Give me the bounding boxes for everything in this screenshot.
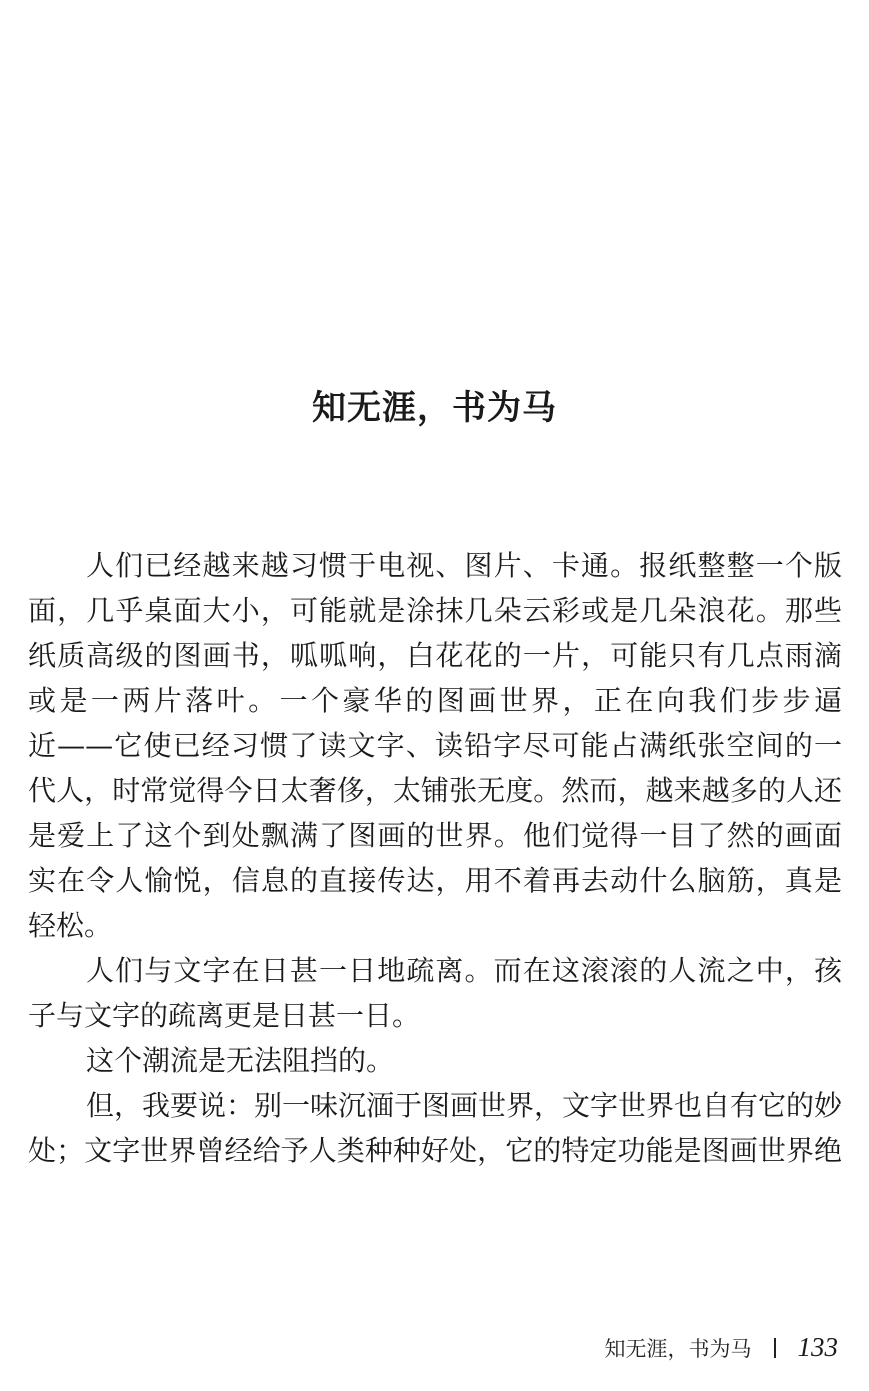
text-line: 轻松。 [28, 909, 113, 942]
body-text [28, 543, 842, 1173]
text-line: 是爱上了这个到处飘满了图画的世界。他们觉得一目了然的画面 [28, 819, 842, 852]
text-line: 人们与文字在日甚一日地疏离。而在这滚滚的人流之中，孩 [86, 954, 842, 987]
text-line: 面，几乎桌面大小，可能就是涂抹几朵云彩或是几朵浪花。那些 [28, 594, 842, 627]
text-line: 或是一两片落叶。一个豪华的图画世界，正在向我们步步逼 [28, 684, 842, 717]
footer-divider [774, 1338, 776, 1358]
text-line: 子与文字的疏离更是日甚一日。 [28, 999, 421, 1032]
running-title: 知无涯，书为马 [604, 1336, 752, 1361]
text-line: 这个潮流是无法阻挡的。 [86, 1044, 395, 1077]
text-line: 但，我要说：别一味沉湎于图画世界，文字世界也自有它的妙 [86, 1089, 843, 1122]
page-footer [605, 1332, 839, 1363]
text-line: 代人，时常觉得今日太奢侈，太铺张无度。然而，越来越多的人还 [28, 774, 842, 807]
text-line: 近——它使已经习惯了读文字、读铅字尽可能占满纸张空间的一 [28, 729, 842, 762]
text-line: 人们已经越来越习惯于电视、图片、卡通。报纸整整一个版 [86, 549, 842, 582]
text-line: 处；文字世界曾经给予人类种种好处，它的特定功能是图画世界绝 [28, 1134, 842, 1167]
text-line: 实在令人愉悦，信息的直接传达，用不着再去动什么脑筋，真是 [28, 864, 842, 897]
chapter-title: 知无涯，书为马 [312, 388, 557, 428]
text-line: 纸质高级的图画书，呱呱响，白花花的一片，可能只有几点雨滴 [28, 639, 842, 672]
page-number: 133 [797, 1332, 838, 1362]
